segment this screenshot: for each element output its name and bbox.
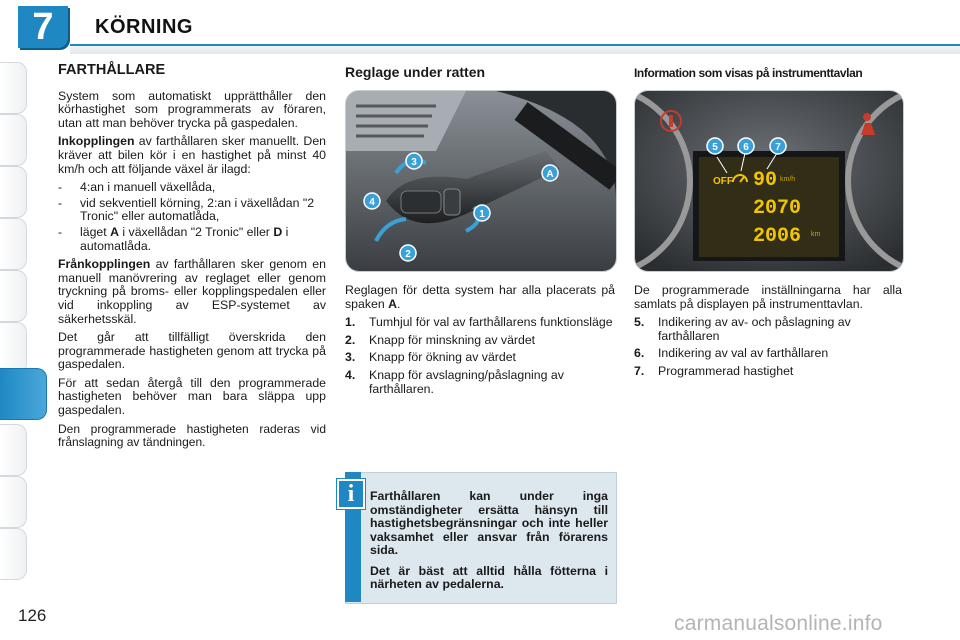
steering-stalk-figure: [345, 90, 617, 272]
engage-paragraph: [58, 135, 326, 176]
item-text: Indikering av av- och påslagning av farthållaren: [658, 315, 851, 343]
callout-4: [364, 193, 380, 209]
disengage-text: av farthållaren sker genom en manuell manövrering av reglaget eller genom tryckning på broms- eller kopplingspedalen eller vid inkoppling av ESP-systemet av säkerhetsskäl.: [58, 257, 326, 326]
callout-6: [738, 138, 754, 154]
info-warning-paragraph: Farthållaren kan under inga omständigheter ersätta hänsyn till hastighetsbegränsningar och inte heller vaksamhet eller ansvar från förarens sida.: [370, 489, 608, 557]
item-number: 5.: [634, 315, 645, 330]
item-text: Tumhjul för val av farthållarens funktionsläge: [369, 315, 613, 330]
item-number: 6.: [634, 346, 645, 361]
svg-text:1: 1: [479, 209, 485, 220]
chapter-title: KÖRNING: [95, 16, 193, 38]
section-title-steering-controls: Reglage under ratten: [345, 64, 486, 80]
header-rule: [70, 44, 960, 46]
chapter-tab[interactable]: [0, 62, 27, 114]
engage-label: Inkopplingen: [58, 134, 135, 149]
chapter-tab[interactable]: [0, 476, 27, 528]
list-item: [634, 365, 902, 379]
stalk-buttons: [401, 191, 441, 213]
callout-5: [707, 138, 723, 154]
callout-1: [474, 205, 490, 221]
disengage-label: Frånkopplingen: [58, 257, 151, 272]
list-dash: -: [58, 224, 63, 239]
item-text: Indikering av val av farthållaren: [658, 346, 829, 361]
gear-item-text: i automatlåda.: [80, 224, 289, 253]
item-number: 4.: [345, 367, 356, 382]
list-dash: -: [58, 180, 63, 195]
return-paragraph: För att sedan återgå till den programmerade hastigheten behöver man bara släppa upp gaspedalen.: [58, 375, 326, 418]
erase-paragraph: Den programmerade hastigheten raderas vid frånslagning av tändningen.: [58, 421, 326, 450]
list-item: [345, 351, 615, 365]
list-item: [345, 334, 615, 348]
item-number: 1.: [345, 315, 356, 330]
chapter-tab[interactable]: [0, 166, 27, 218]
display-list: [634, 316, 902, 378]
right-column-text: [634, 284, 902, 383]
callout-7: [770, 138, 786, 154]
gear-mode-d: D: [273, 224, 283, 239]
svg-text:6: 6: [743, 142, 749, 153]
chapter-tab[interactable]: [0, 114, 27, 166]
svg-text:4: 4: [369, 197, 375, 208]
item-text: Programmerad hastighet: [658, 363, 794, 378]
programmed-speed-readout: 90: [753, 169, 778, 192]
chapter-tab-active[interactable]: [0, 368, 47, 420]
engage-text: av farthållaren sker manuellt. Den kräver att bilen kör i en hastighet på minst 40 km/h och att följande växel är ilagd:: [58, 134, 326, 176]
list-item: [634, 347, 902, 361]
watermark: carmanualsonline.info: [674, 612, 883, 635]
gear-item-text: i växellådan "2 Tronic" eller: [118, 224, 274, 239]
chapter-number-badge: 7: [18, 6, 68, 48]
item-text: Knapp för avslagning/påslagning av farthållaren.: [369, 367, 564, 396]
left-column: [58, 64, 326, 455]
info-advice-paragraph: Det är bäst att alltid hålla fötterna i närheten av pedalerna.: [370, 563, 608, 591]
middle-column-text: [345, 284, 615, 400]
stalk-caption: [345, 284, 615, 311]
gear-item-text: 4:an i manuell växellåda,: [80, 180, 216, 195]
gear-list: [58, 181, 326, 253]
svg-text:A: A: [546, 169, 554, 180]
item-text: Knapp för minskning av värdet: [369, 332, 536, 347]
odometer-readout: 2070: [753, 197, 802, 220]
list-dash: -: [58, 195, 63, 210]
page-number: 126: [18, 606, 47, 625]
section-title-instrument-info: Information som visas på instrumenttavlan: [634, 66, 863, 80]
override-paragraph: Det går att tillfälligt överskrida den programmerade hastigheten genom att trycka på gaspedalen.: [58, 330, 326, 372]
svg-text:5: 5: [712, 142, 718, 153]
chapter-tab[interactable]: [0, 218, 27, 270]
display-intro: De programmerade inställningarna har alla samlats på displayen på instrumenttavlan.: [634, 283, 902, 311]
svg-text:2: 2: [405, 249, 411, 260]
trip-readout: 2006: [753, 225, 802, 248]
section-title-cruise-control: FARTHÅLLARE: [58, 62, 166, 78]
speed-unit: km/h: [780, 176, 796, 183]
gear-list-item: [58, 197, 326, 224]
caption-text: .: [396, 296, 401, 311]
chapter-tab[interactable]: [0, 528, 27, 580]
list-item: [634, 316, 902, 343]
disengage-paragraph: [58, 258, 326, 326]
info-icon: i: [337, 479, 365, 509]
chapter-tab[interactable]: [0, 424, 27, 476]
instrument-panel-figure: [634, 90, 904, 272]
gear-item-text: vid sekventiell körning, 2:an i växellådan "2 Tronic" eller automatlåda,: [80, 195, 315, 224]
item-number: 3.: [345, 350, 356, 365]
gear-list-item: [58, 181, 326, 195]
info-box-text: [370, 490, 608, 599]
callout-2: [400, 245, 416, 261]
caption-ref: A: [388, 296, 397, 311]
callout-a: [542, 165, 558, 181]
controls-list: [345, 316, 615, 396]
caption-text: Reglagen för detta system har alla placerats på spaken: [345, 283, 615, 311]
chapter-tab[interactable]: [0, 322, 27, 374]
gear-item-text: läget: [80, 224, 111, 239]
chapter-tabs: [0, 62, 30, 582]
list-item: [345, 316, 615, 330]
thumbwheel: [444, 189, 460, 215]
gear-mode-a: A: [110, 224, 119, 239]
trip-unit: km: [811, 231, 821, 238]
item-number: 2.: [345, 332, 356, 347]
svg-text:7: 7: [775, 142, 781, 153]
item-text: Knapp för ökning av värdet: [369, 350, 516, 365]
intro-paragraph: System som automatiskt upprätthåller den körhastighet som programmerats av föraren, utan att man behöver trycka på gaspedalen.: [58, 88, 326, 130]
item-number: 7.: [634, 363, 645, 378]
gear-list-item: [58, 226, 326, 253]
svg-text:3: 3: [411, 157, 417, 168]
callout-3: [406, 153, 422, 169]
list-item: [345, 369, 615, 396]
cruise-off-indicator: OFF: [713, 176, 733, 187]
chapter-tab[interactable]: [0, 270, 27, 322]
